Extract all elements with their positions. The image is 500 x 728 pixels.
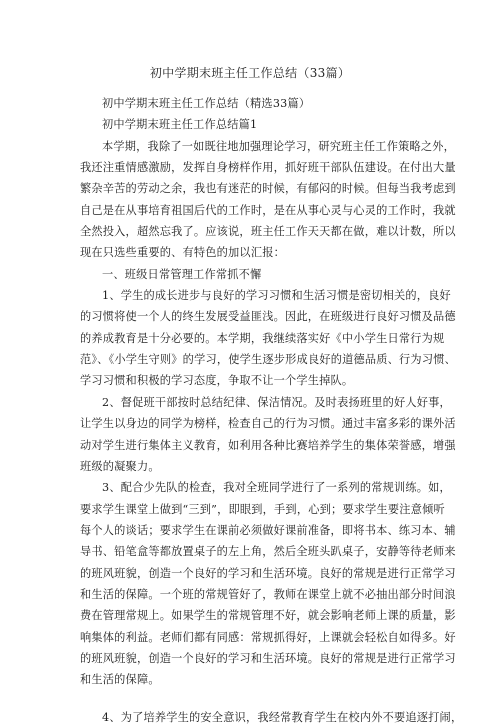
text-line: 每个人的谈话；要求学生在课前必须做好课前准备，即将书本、练习本、辅 [80,523,456,537]
text-line: 导书、铅笔盒等都放置桌子的左上角，然后全班头趴桌子，安静等待老师来 [80,545,456,559]
text-line: 班级的凝聚力。 [80,459,160,473]
text-line: 2、督促班干部按时总结纪律、保洁情况。及时表扬班里的好人好事， [102,395,451,409]
text-line: 费在管理常规上。如果学生的常规管理不好，就会影响老师上课的质量，影 [80,609,456,623]
document-title: 初中学期末班主任工作总结（33篇） [149,66,351,80]
text-line: 繁杂辛苦的劳动之余，我也有迷茫的时候，有郁闷的时候。但每当我考虑到 [80,182,456,196]
text-line: 我还注重情感激励，发挥自身榜样作用，抓好班干部队伍建设。在付出大量 [80,161,456,175]
paragraph-item-4 [80,707,463,728]
text-line: 的习惯将使一个人的终生发展受益匪浅。因此，在班级进行良好习惯及品德 [80,310,456,324]
text-line: 和生活的保障。 [80,673,160,687]
text-line: 和生活的保障。一个班的常规管好了，教师在课堂上就不必抽出部分时间浪 [80,587,456,601]
text-line: 4、为了培养学生的安全意识，我经常教育学生在校内外不要追逐打闹， [102,710,463,724]
section-heading-1: 一、班级日常管理工作常抓不懈 [102,267,262,281]
text-line: 动对学生进行集体主义教育，如利用各种比赛培养学生的集体荣誉感，增强 [80,438,456,452]
paragraph-item-3 [80,477,456,690]
heading-part-1: 初中学期末班主任工作总结篇1 [102,118,258,132]
text-line: 1、学生的成长进步与良好的学习习惯和生活习惯是密切相关的，良好 [102,289,451,303]
paragraph-spacer [80,691,425,707]
text-line: 让学生以身边的同学为榜样，检查自己的行为习惯。通过丰富多彩的课外活 [80,417,456,431]
text-line: 学习习惯和积极的学习态度，争取不让一个学生掉队。 [80,374,354,388]
text-line: 全然投入，超然忘我了。应该说，班主任工作天天都在做，难以计数，所以 [80,225,456,239]
text-line: 的班风班貌，创造一个良好的学习和生活环境。良好的常规是进行正常学习 [80,566,456,580]
text-line: 本学期，我除了一如既往地加强理论学习，研究班主任工作策略之外， [102,139,456,153]
text-line: 自己是在从事培育祖国后代的工作时，是在从事心灵与心灵的工作时，我就 [80,203,456,217]
text-line: 现在只选些重要的、有特色的加以汇报： [80,246,285,260]
document-body [80,93,463,728]
text-line: 响集体的利益。老师们都有同感：常规抓得好，上课就会轻松自如得多。好 [80,630,456,644]
text-line: 要求学生课堂上做到“三到”，即眼到，手到，心到；要求学生要注意倾听 [80,502,445,516]
text-line: 的养成教育是十分必要的。本学期，我继续落实好《中小学生日常行为规 [80,331,445,345]
heading-selected-33: 初中学期末班主任工作总结（精选33篇） [102,97,311,110]
text-line: 的班风班貌，创造一个良好的学习和生活环境。良好的常规是进行正常学习 [80,651,456,665]
paragraph-item-1 [80,285,456,392]
text-line: 范》、《小学生守则》的学习，使学生逐步形成良好的道德品质、行为习惯、 [80,353,456,367]
paragraph-item-2 [80,392,456,477]
paragraph-intro [80,136,456,264]
text-line: 3、配合少先队的检查，我对全班同学进行了一系列的常规训练。如， [102,481,451,495]
